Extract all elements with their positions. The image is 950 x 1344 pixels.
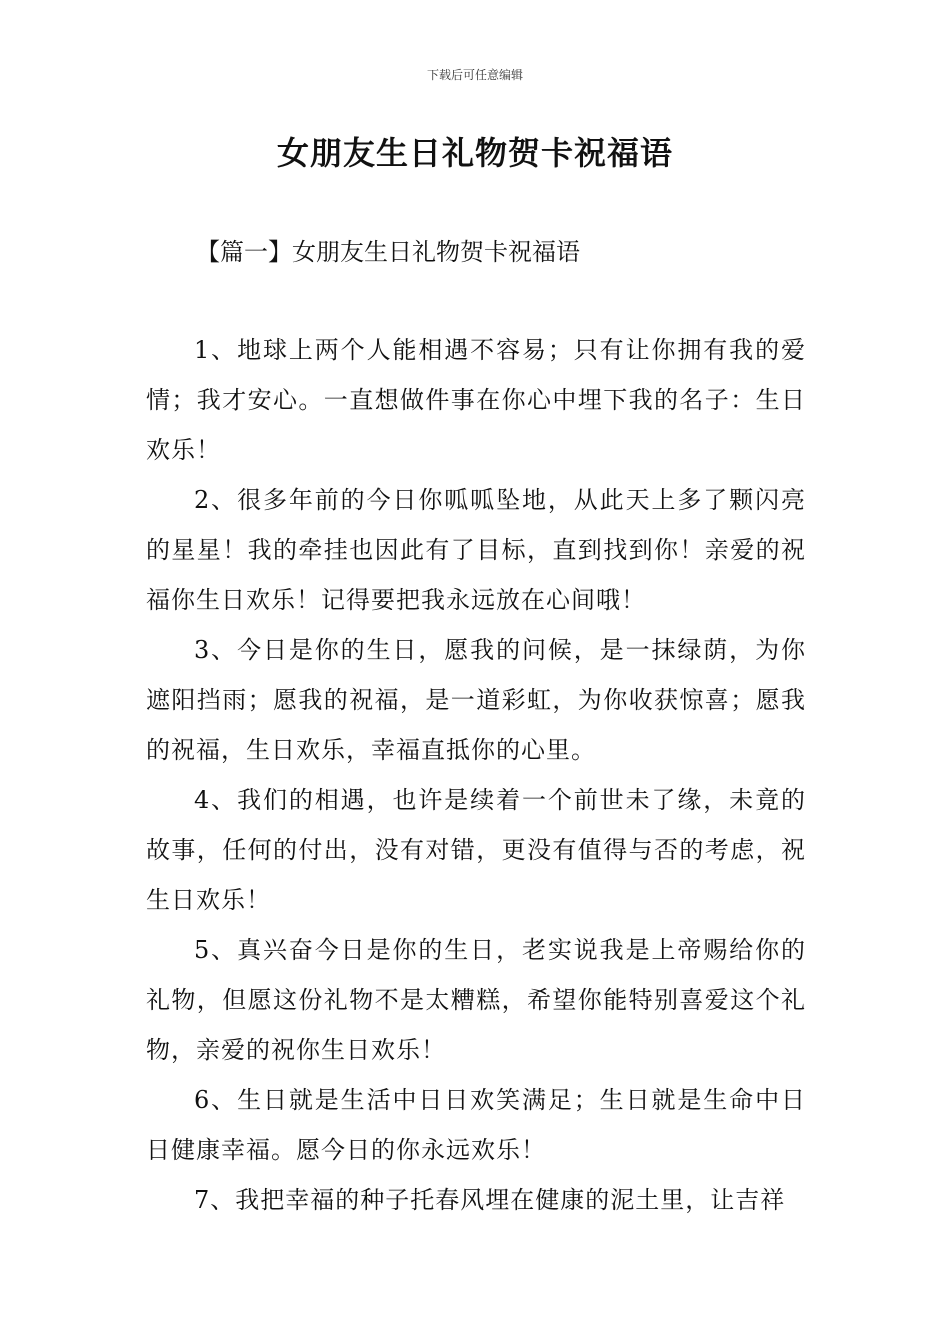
page-header-note: 下载后可任意编辑 (426, 68, 523, 82)
paragraph-1: 1、地球上两个人能相遇不容易；只有让你拥有我的爱情；我才安心。一直想做件事在你心中埋下我的名子：生日欢乐！ (146, 336, 806, 464)
paragraph-7: 7、我把幸福的种子托春风埋在健康的泥土里，让吉祥 (194, 1186, 786, 1214)
section-heading: 【篇一】女朋友生日礼物贺卡祝福语 (196, 238, 580, 266)
paragraph-6: 6、生日就是生活中日日欢笑满足；生日就是生命中日日健康幸福。愿今日的你永远欢乐！ (146, 1086, 806, 1164)
paragraph-5: 5、真兴奋今日是你的生日，老实说我是上帝赐给你的礼物，但愿这份礼物不是太糟糕，希望你能特别喜爱这个礼物，亲爱的祝你生日欢乐！ (146, 936, 806, 1064)
paragraph-2: 2、很多年前的今日你呱呱坠地，从此天上多了颗闪亮的星星！我的牵挂也因此有了目标，直到找到你！亲爱的祝福你生日欢乐！记得要把我永远放在心间哦！ (146, 486, 806, 614)
paragraph-3: 3、今日是你的生日，愿我的问候，是一抹绿荫，为你遮阳挡雨；愿我的祝福，是一道彩虹，为你收获惊喜；愿我的祝福，生日欢乐，幸福直抵你的心里。 (146, 636, 806, 764)
paragraph-4: 4、我们的相遇，也许是续着一个前世未了缘，未竟的故事，任何的付出，没有对错，更没有值得与否的考虑，祝生日欢乐！ (146, 786, 806, 914)
document-title: 女朋友生日礼物贺卡祝福语 (276, 134, 673, 172)
document-body (146, 325, 806, 1225)
